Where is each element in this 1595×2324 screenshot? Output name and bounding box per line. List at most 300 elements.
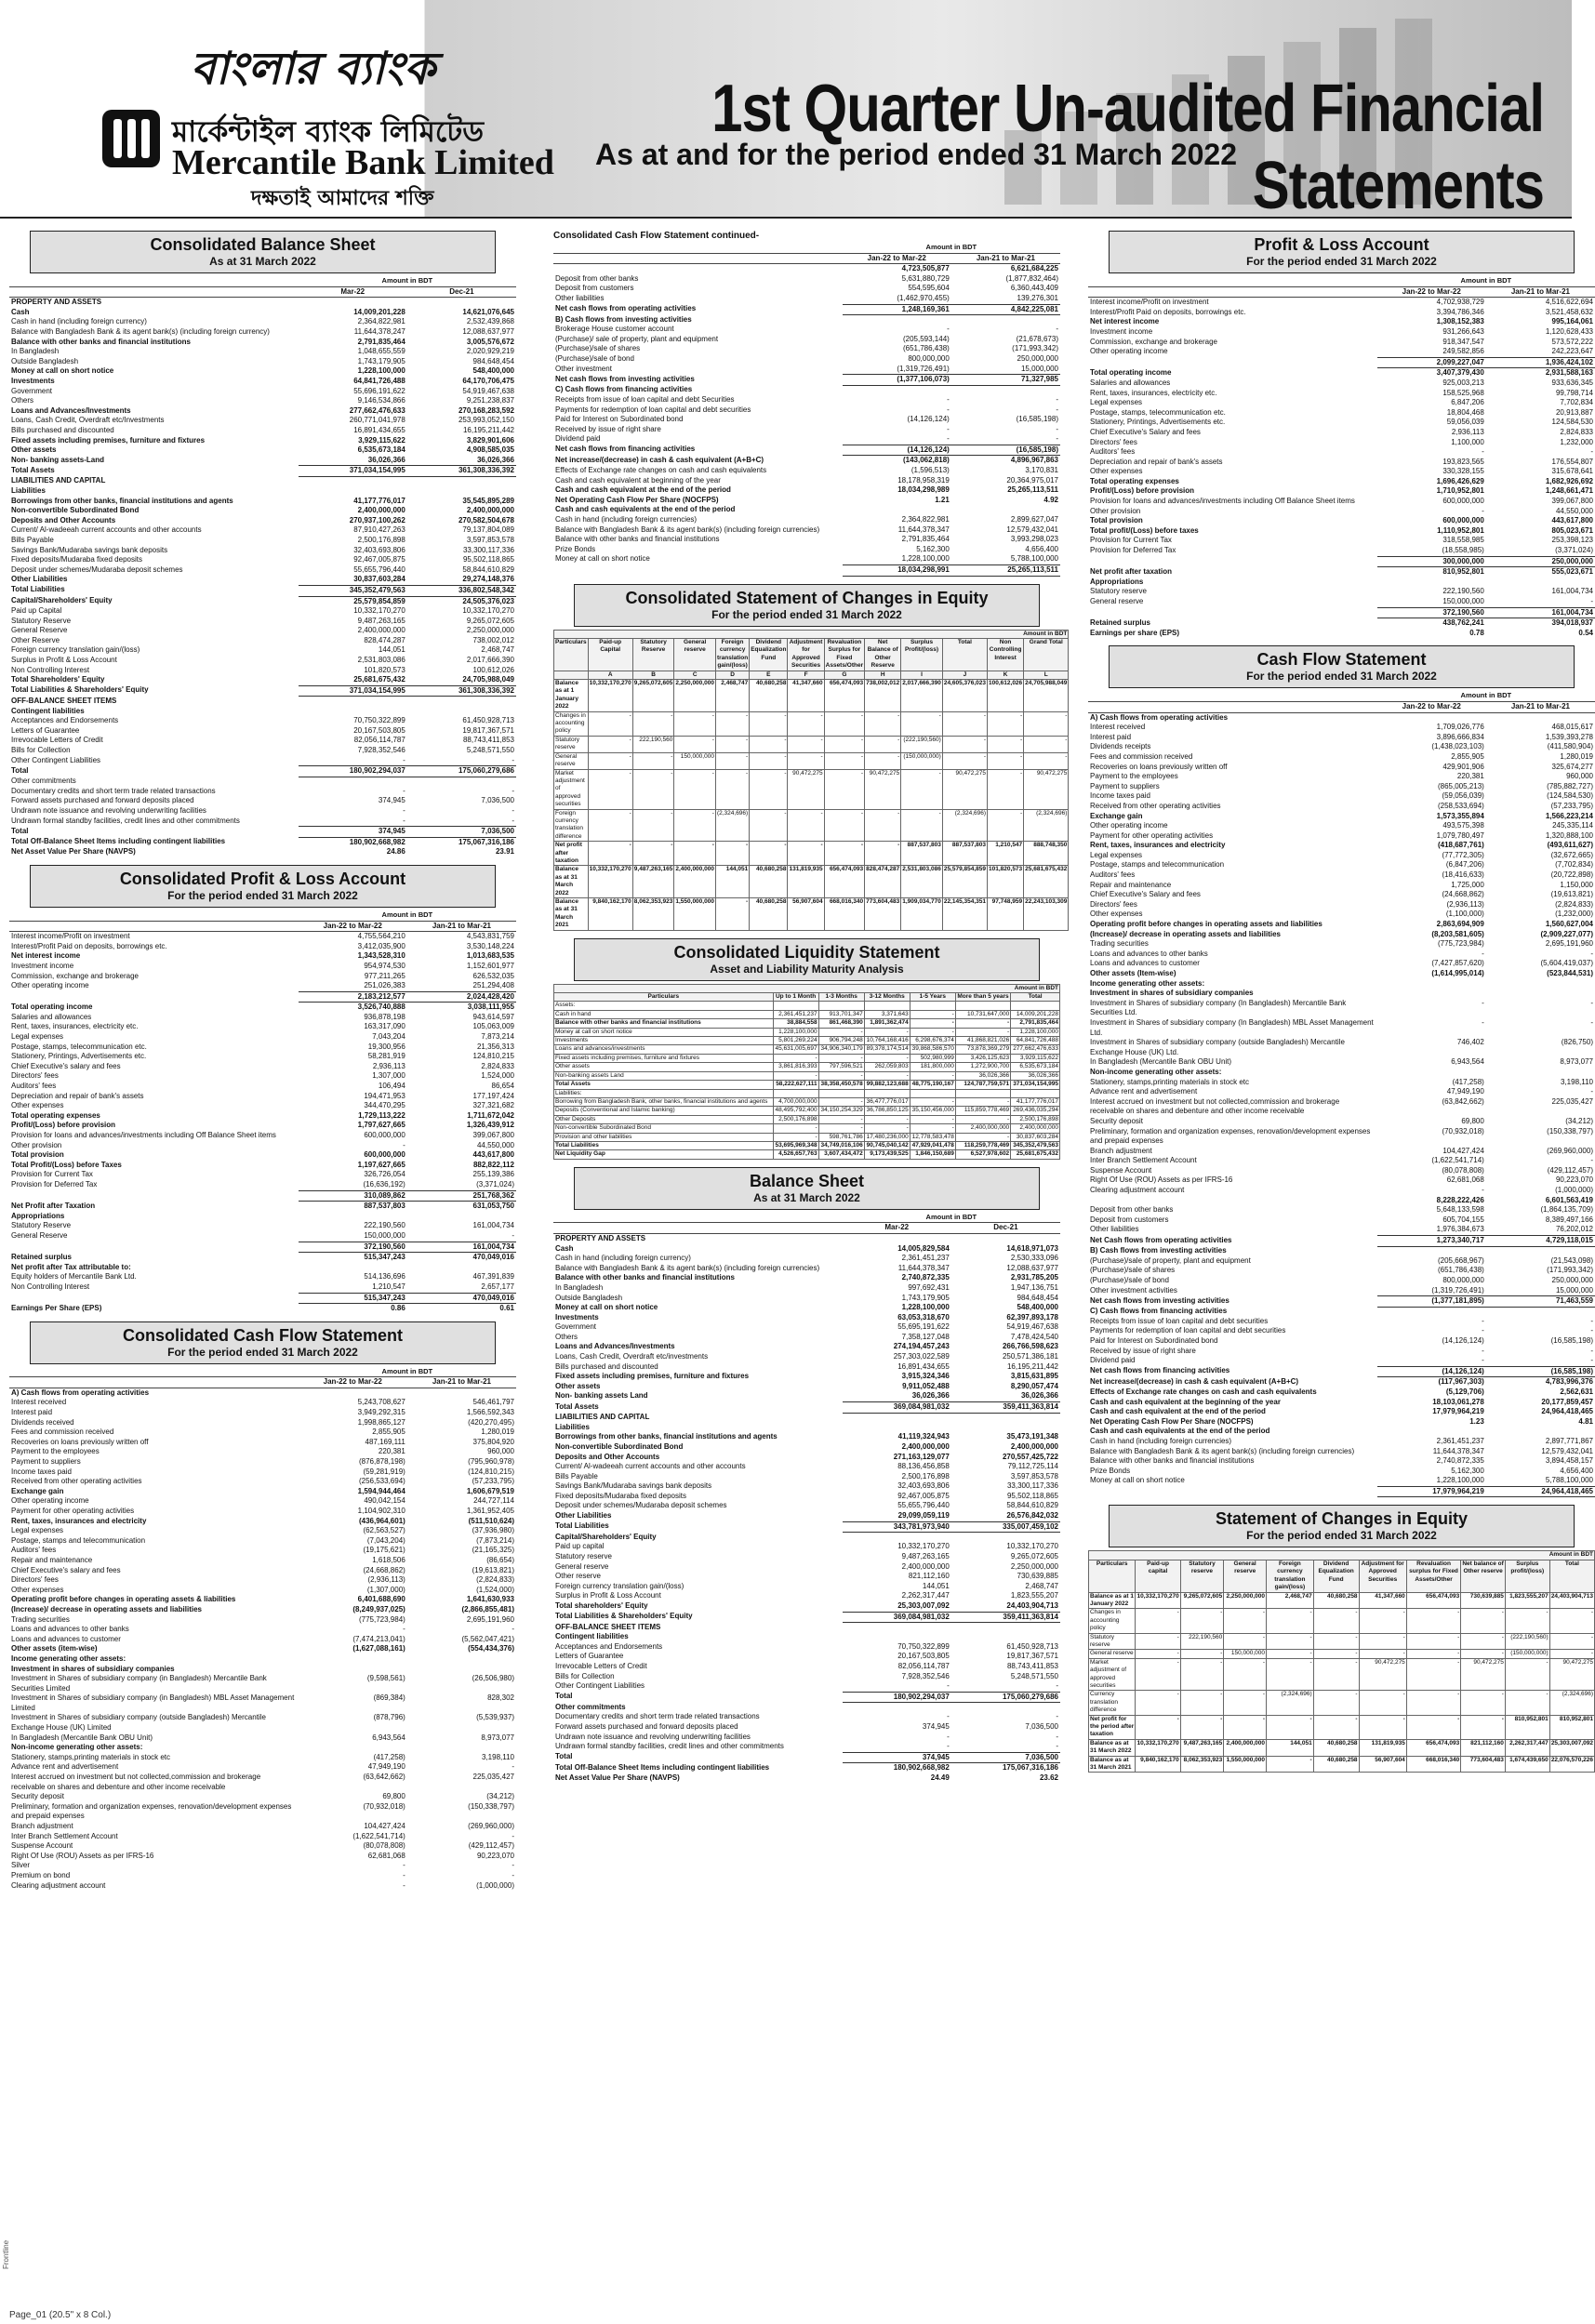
row-value-previous: 315,678,641 (1551, 467, 1593, 476)
row-value-current: 1,104,902,310 (357, 1507, 405, 1515)
column-header: Adjustment for Approved Securities (789, 639, 823, 670)
row-value-current: (651,786,438) (1437, 1266, 1484, 1275)
row-label: Non-convertible Subordinated Bond (555, 1441, 684, 1451)
row-label: Receipts from issue of loan capital and debt Securities (555, 394, 735, 404)
row-value-current: 7,928,352,546 (357, 745, 405, 754)
row-value-previous: 626,532,035 (472, 971, 514, 980)
table-row (1088, 1127, 1595, 1147)
row-value-previous: (32,672,665) (1550, 850, 1593, 859)
row-value-previous: 90,223,070 (476, 1851, 514, 1860)
row-label: Changes in accounting policy (1089, 1609, 1136, 1633)
table-row (553, 294, 1060, 304)
row-value-previous: 88,743,411,853 (462, 736, 514, 745)
row-value-current: 487,169,111 (365, 1437, 405, 1446)
row-value-current: 104,427,424 (364, 1822, 405, 1830)
row-label: (Purchase)/ sale of property, plant and equipment (555, 334, 719, 343)
table-row (1088, 578, 1595, 588)
cell-value: - (1406, 1715, 1460, 1739)
table-row (1088, 418, 1595, 428)
row-label: Payment for other operating activities (11, 1507, 135, 1515)
table-row (9, 1003, 516, 1013)
table-row (1088, 1018, 1595, 1038)
cell-value: - (1359, 1715, 1406, 1739)
row-value-previous: 995,164,061 (1551, 317, 1593, 326)
row-value-current: (59,281,919) (363, 1467, 405, 1476)
row-value-current: 931,266,643 (1442, 326, 1484, 336)
table-row (1088, 712, 1595, 723)
row-label: Total Assets (555, 1401, 599, 1411)
cell-value: 821,112,160 (1461, 1739, 1506, 1756)
row-value-current: (1,307,000) (366, 1585, 405, 1594)
row-value-current: 3,412,035,900 (357, 941, 405, 950)
row-value-current: 2,863,694,909 (1436, 920, 1484, 929)
table-row (1088, 1097, 1595, 1117)
cell-value: - (1461, 1633, 1506, 1650)
table-row (9, 707, 516, 717)
table-row (554, 752, 1069, 769)
cell-value: 2,361,451,237 (773, 1010, 818, 1018)
row-value-previous: 361,308,336,392 (407, 685, 516, 697)
row-label: Other expenses (1090, 467, 1143, 476)
row-label: Deposit from customers (555, 284, 634, 293)
row-value-previous: 4,908,585,035 (466, 445, 514, 455)
cell-value: 262,059,803 (864, 1063, 910, 1071)
row-label: Interest received (1090, 723, 1146, 732)
row-value-previous: 3,829,901,606 (466, 435, 514, 445)
row-value-previous: 266,766,598,623 (1002, 1342, 1058, 1351)
row-value-current: - (1482, 1017, 1484, 1027)
balance-sheet (553, 1167, 1060, 1784)
cell-value: 56,907,604 (788, 898, 824, 931)
table-row (1088, 486, 1595, 497)
row-value-previous: 1,560,627,004 (1545, 920, 1593, 929)
cell-value: - (955, 1115, 1010, 1123)
row-value-previous: (420,270,495) (468, 1417, 514, 1427)
cell-value: - (1224, 1691, 1267, 1715)
row-value-current: 345,352,479,563 (299, 585, 407, 596)
row-value-current: 47,949,190 (1446, 1087, 1484, 1096)
amount-label: Amount in BDT (299, 276, 516, 286)
row-value-current: (418,687,761) (1437, 841, 1484, 850)
cell-value: 10,332,170,270 (1136, 1739, 1180, 1756)
table-row (9, 466, 516, 477)
cell-value: 656,474,093 (824, 680, 864, 712)
row-value-previous: 86,654 (491, 1082, 514, 1091)
row-value-previous: 375,804,920 (472, 1437, 514, 1446)
table-row (9, 387, 516, 397)
row-label: Liabilities (555, 1422, 590, 1431)
row-value-current: 936,878,198 (364, 1012, 405, 1021)
row-value-current: 220,381 (378, 1447, 405, 1456)
row-value-current: 2,099,227,047 (1377, 357, 1486, 368)
table-row (9, 525, 516, 536)
row-value-previous: 10,332,170,270 (1006, 1542, 1058, 1551)
row-label: Provision for Deferred Tax (1090, 546, 1176, 555)
consolidated-cash-flow-continued (553, 231, 1060, 577)
row-value-previous: 79,137,804,089 (462, 525, 514, 535)
table-row (1089, 1633, 1595, 1650)
cell-value: - (632, 711, 674, 736)
table-row (9, 1743, 516, 1753)
row-label: Cash and cash equivalent at beginning of the year (555, 475, 721, 485)
row-label: Chief Executive's Salary and fees (1090, 890, 1201, 899)
row-label: Currency translation difference (1089, 1691, 1136, 1715)
row-value-current: 374,945 (922, 1722, 950, 1732)
row-value-current: 180,902,668,982 (893, 1763, 950, 1773)
row-value-previous: 4.92 (1043, 495, 1058, 504)
cell-value: (150,000,000) (901, 752, 943, 769)
row-value-current: 925,003,213 (1442, 378, 1484, 387)
cell-value: - (818, 1054, 864, 1062)
cell-value: 39,868,586,570 (910, 1045, 955, 1054)
row-value-current: 1,594,944,464 (357, 1486, 405, 1495)
cell-value: - (1406, 1691, 1460, 1715)
row-label: Other commitments (11, 777, 76, 786)
row-label: Loans and Advances/Investments (555, 1342, 675, 1351)
table-row (1089, 1715, 1595, 1739)
row-value-current: 70,750,322,899 (353, 716, 405, 725)
row-label: Bills for Collection (11, 745, 71, 754)
row-label: Chief Executive's Salary and fees (1090, 427, 1201, 436)
cell-value: 90,472,275 (1549, 1658, 1594, 1691)
row-value-previous: 225,035,427 (1551, 1096, 1593, 1106)
row-value-previous: 325,674,277 (1551, 762, 1593, 771)
table-row (9, 445, 516, 456)
row-value-current: 25,579,854,859 (353, 596, 405, 605)
row-label: Total Off-Balance Sheet Items including contingent liabilities (555, 1762, 770, 1772)
table-row (1088, 1286, 1595, 1296)
row-value-previous (1486, 712, 1595, 723)
column-header: Statutory Reserve (632, 639, 674, 671)
row-value-current: 16,891,434,655 (353, 425, 405, 434)
cell-value: 25,579,854,859 (942, 866, 987, 898)
row-label (9, 1242, 299, 1253)
table-row (553, 485, 1060, 496)
row-value-previous (407, 1263, 516, 1273)
row-label: Earnings Per Share (EPS) (11, 1303, 102, 1312)
row-value-previous: 4,543,831,759 (466, 932, 514, 941)
cell-value: 9,840,162,170 (588, 898, 632, 931)
table-row (9, 1507, 516, 1517)
table-row (9, 991, 516, 1003)
table-row (1088, 378, 1595, 389)
equity-table (1088, 1550, 1595, 1773)
row-value-current: (1,319,726,491) (1431, 1285, 1484, 1295)
row-value-previous: (1,232,000) (1555, 910, 1593, 919)
row-value-previous: 9,251,238,837 (466, 396, 514, 405)
row-label: Chief Executive's salary and fees (11, 1565, 121, 1574)
row-value-previous: - (1590, 949, 1593, 958)
cell-value: 34,749,016,106 (818, 1141, 864, 1149)
row-value-previous: (19,613,821) (472, 1565, 514, 1574)
row-value-previous: (19,613,821) (1550, 890, 1593, 899)
row-value-current: 1,729,113,222 (358, 1110, 405, 1120)
row-label: Total operating income (1090, 367, 1172, 377)
row-value-previous: (7,873,214) (476, 1535, 514, 1545)
row-value-previous (407, 697, 516, 707)
row-value-current: 36,026,366 (367, 455, 405, 464)
cell-value: - (824, 752, 864, 769)
row-label: Net profit after Tax attributable to: (11, 1262, 131, 1271)
table-row (1088, 1078, 1595, 1088)
row-value-current (843, 1233, 951, 1243)
cell-value: - (1224, 1715, 1267, 1739)
row-label: Non Controlling Interest (11, 665, 90, 674)
row-value-previous: (2,824,833) (476, 1575, 514, 1585)
row-value-previous: - (512, 755, 514, 764)
row-label: Total operating expenses (1090, 476, 1179, 485)
table-row (9, 1871, 516, 1881)
row-value-current: 180,902,668,982 (349, 837, 405, 846)
row-label: Dividends receipts (1090, 742, 1151, 751)
row-label: Contingent liabilities (555, 1632, 629, 1641)
row-value-previous: 19,817,367,571 (1006, 1652, 1058, 1661)
row-value-previous: 139,276,301 (1017, 293, 1058, 302)
column-left (9, 231, 516, 1898)
row-label: Provision for Current Tax (11, 1170, 93, 1179)
row-value-previous: 76,202,012 (1555, 1225, 1593, 1234)
row-value-previous: 943,614,597 (472, 1012, 514, 1021)
row-value-previous: 3,530,148,224 (466, 941, 514, 950)
row-label: Other operating income (11, 1496, 89, 1506)
cell-value: (2,324,696) (1024, 809, 1069, 842)
row-value-current (299, 476, 407, 486)
row-value-current: 10,332,170,270 (897, 1542, 950, 1551)
row-value-current: - (1482, 506, 1484, 515)
row-value-current: (8,203,581,605) (1431, 929, 1484, 938)
table-row (553, 415, 1060, 425)
table-row (553, 1492, 1060, 1502)
row-value-previous: 0.54 (1578, 628, 1593, 637)
row-value-previous (407, 486, 516, 497)
row-label: Net interest income (11, 951, 81, 961)
row-label: Total provision (11, 1150, 64, 1160)
table-row (9, 827, 516, 838)
table-row (553, 1612, 1060, 1623)
row-label: Profit/(Loss) before provision (1090, 486, 1195, 496)
cell-value: 656,474,093 (1406, 1739, 1460, 1756)
row-value-current: (9,598,561) (366, 1674, 405, 1683)
row-value-current: 16,891,434,655 (897, 1361, 950, 1371)
cell-value: 25,681,675,432 (1024, 866, 1069, 898)
row-label: In Bangladesh (11, 347, 60, 356)
row-label (1088, 1196, 1377, 1206)
row-label: Contingent liabilities (11, 706, 85, 715)
row-value-current: 2,400,000,000 (357, 626, 405, 635)
row-value-previous: 24,964,418,465 (1486, 1486, 1595, 1497)
row-value-current: - (403, 755, 405, 764)
row-label: Other operating income (1090, 821, 1168, 830)
row-value-current: 1,228,100,000 (357, 366, 405, 376)
cell-value: 48,775,190,167 (910, 1081, 955, 1089)
row-label: Payment to the employees (11, 1447, 100, 1456)
row-value-current: 2,400,000,000 (901, 1561, 950, 1571)
cell-value: - (1024, 752, 1069, 769)
cell-value: - (750, 769, 788, 809)
row-label: Cash in hand (including foreign currencies) (555, 515, 698, 525)
table-row (9, 1428, 516, 1438)
amount-label: Amount in BDT (1377, 691, 1595, 701)
cell-value: 10,332,170,270 (1136, 1592, 1180, 1609)
row-value-previous: 3,038,111,955 (467, 1003, 514, 1012)
row-value-current (299, 1263, 407, 1273)
cell-value: - (865, 736, 901, 752)
column-header: Jan-22 to Mar-22 (299, 1377, 407, 1388)
table-row (9, 1487, 516, 1497)
row-value-previous: 327,321,682 (472, 1101, 514, 1110)
row-label: Other liabilities (555, 293, 605, 302)
row-value-current: 10,332,170,270 (353, 606, 405, 616)
cell-value: 22,243,103,309 (1024, 898, 1069, 931)
row-label: Balance with Bangladesh Bank & its agent bank(s) (including foreign currencies) (555, 525, 820, 534)
table-row (9, 1052, 516, 1062)
row-value-current: (256,533,694) (358, 1477, 405, 1486)
row-label: Depreciation and repair of bank's assets (11, 1091, 144, 1100)
row-value-previous: 960,000 (487, 1447, 514, 1456)
table-row (9, 1013, 516, 1023)
row-value-previous: (21,543,098) (1550, 1255, 1593, 1265)
row-label (1088, 607, 1377, 618)
row-value-current: 746,402 (1456, 1038, 1484, 1047)
row-value-current: 5,162,300 (1451, 1466, 1484, 1475)
table-row (9, 1161, 516, 1171)
cell-value: 269,436,035,294 (1011, 1107, 1060, 1115)
row-value-previous: 2,468,747 (1025, 1581, 1058, 1590)
row-value-previous: 361,308,336,392 (407, 466, 516, 477)
row-value-previous (407, 1743, 516, 1753)
table-row (9, 636, 516, 646)
table-row (553, 1333, 1060, 1343)
row-value-current: (7,043,204) (366, 1535, 405, 1545)
table-row (553, 395, 1060, 405)
row-label: Directors' fees (1090, 899, 1137, 909)
row-value-current: 2,361,451,237 (901, 1254, 950, 1263)
row-value-previous: 555,023,671 (1551, 567, 1593, 577)
row-label: Net Profit after Taxation (11, 1201, 96, 1210)
cell-value: - (1180, 1691, 1224, 1715)
cell-value: 40,680,258 (750, 898, 788, 931)
table-row (554, 842, 1069, 866)
row-value-previous: 95,502,118,865 (462, 555, 514, 564)
row-label: In Bangladesh (555, 1282, 604, 1292)
row-label: Balance with other banks and financial institutions (555, 535, 720, 544)
table-row (1088, 556, 1595, 567)
cell-value: - (788, 752, 824, 769)
column-header: Jan-22 to Mar-22 (299, 921, 407, 932)
table-row (9, 617, 516, 627)
row-value-current: 19,300,956 (367, 1042, 405, 1051)
table-row (554, 1089, 1060, 1097)
table-row (553, 1294, 1060, 1304)
cell-value: - (901, 809, 943, 842)
table-row (554, 769, 1069, 809)
row-value-current: 372,190,560 (1377, 607, 1486, 618)
row-value-current: 374,945 (378, 796, 405, 805)
row-value-previous: (1,000,000) (1555, 1186, 1593, 1195)
row-value-current: (1,622,541,714) (352, 1831, 405, 1840)
cell-value: 887,537,803 (901, 842, 943, 866)
cell-value: - (1136, 1633, 1180, 1650)
table-row (9, 1566, 516, 1576)
cell-value: - (1461, 1609, 1506, 1633)
cell-value: - (955, 1097, 1010, 1106)
row-value-current: 1,998,865,127 (357, 1417, 405, 1427)
row-value-previous (407, 1654, 516, 1665)
row-label: Surplus in Profit & Loss Account (11, 656, 117, 665)
column-header: Jan-21 to Mar-21 (407, 1377, 516, 1388)
row-label: Directors' fees (11, 1071, 59, 1081)
cell-value: - (588, 752, 632, 769)
cell-value: - (788, 809, 824, 842)
row-label: Interest income/Profit on investment (11, 932, 130, 941)
row-label: Prize Bonds (1090, 1466, 1131, 1475)
cell-value: 1,550,000,000 (674, 898, 716, 931)
row-value-current: 88,136,456,858 (897, 1462, 950, 1471)
row-value-current: 6,401,688,690 (357, 1595, 405, 1604)
cell-value (955, 1089, 1010, 1097)
cell-value: 150,000,000 (1224, 1650, 1267, 1658)
row-label: Total Shareholders' Equity (11, 675, 105, 684)
row-label: Other provision (11, 1140, 62, 1149)
table-row (1088, 1057, 1595, 1068)
cell-value: 73,878,369,279 (955, 1045, 1010, 1054)
row-value-previous: 1,936,424,102 (1486, 357, 1595, 368)
row-label (9, 991, 299, 1003)
table-row (9, 1447, 516, 1457)
cell-value (773, 1002, 818, 1010)
cell-value: - (988, 752, 1024, 769)
row-label: Fixed assets including premises, furniture and fixtures (554, 1054, 774, 1062)
statement-table (9, 1367, 516, 1891)
table-row (553, 325, 1060, 335)
row-value-current: (1,100,000) (1445, 910, 1484, 919)
column-letter: G (824, 671, 864, 679)
cell-value: - (588, 809, 632, 842)
cell-value: 2,262,317,447 (1505, 1739, 1549, 1756)
section-title-box (1109, 1505, 1575, 1547)
row-value-current: 55,695,191,622 (897, 1322, 950, 1332)
row-value-previous: 161,004,734 (407, 1242, 516, 1253)
row-value-current: (1,377,106,073) (843, 375, 951, 386)
cell-value: - (1313, 1691, 1359, 1715)
row-value-previous: 44,550,000 (1555, 506, 1593, 515)
row-label: A) Cash flows from operating activities (1090, 712, 1229, 722)
row-label: Cash and cash equivalents at the end of the period (555, 505, 736, 514)
row-value-previous: 175,060,279,686 (407, 766, 516, 777)
row-value-previous: 468,015,617 (1551, 723, 1593, 732)
row-value-current: 828,474,287 (364, 635, 405, 644)
row-value-current: 371,034,154,995 (299, 685, 407, 697)
row-label: Forward assets purchased and forward deposits placed (11, 796, 194, 805)
row-label: Money at call on short notice (555, 1303, 658, 1312)
column-header: Jan-21 to Mar-21 (407, 921, 516, 932)
row-value-previous: 35,473,191,348 (1006, 1432, 1058, 1441)
row-value-previous: (5,539,937) (476, 1713, 514, 1722)
table-row (1088, 618, 1595, 629)
table-row (9, 606, 516, 617)
cell-value: - (865, 809, 901, 842)
cell-value: - (1461, 1650, 1506, 1658)
row-label: Borrowing from Bangladesh Bank, other banks, financial institutions and agents (554, 1097, 774, 1106)
cell-value: - (824, 711, 864, 736)
row-value-previous: 7,478,424,540 (1010, 1332, 1058, 1341)
row-value-previous: 15,000,000 (1555, 1285, 1593, 1295)
table-row (9, 1832, 516, 1842)
table-row (1088, 1038, 1595, 1057)
table-row (553, 1264, 1060, 1274)
row-value-current (1377, 979, 1486, 989)
cell-value: - (1180, 1609, 1224, 1633)
